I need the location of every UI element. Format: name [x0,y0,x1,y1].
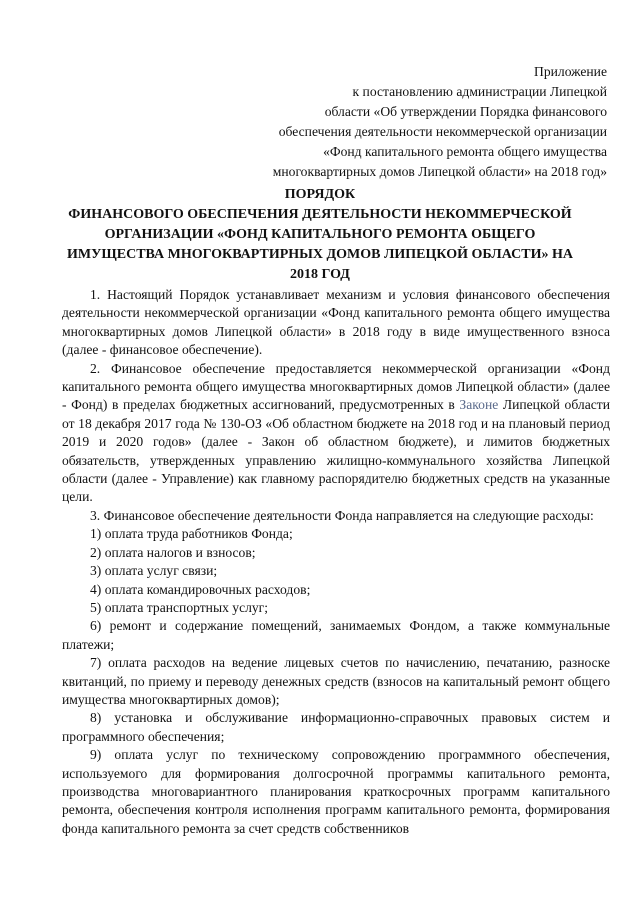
title-line: ФИНАНСОВОГО ОБЕСПЕЧЕНИЯ ДЕЯТЕЛЬНОСТИ НЕКОММЕРЧЕСКОЙ [68,207,572,222]
appendix-line: Приложение [534,64,607,79]
paragraph-3: 3. Финансовое обеспечение деятельности Фонда направляется на следующие расходы: [90,507,594,523]
appendix-line: «Фонд капитального ремонта общего имущества [323,144,607,159]
appendix-line: к постановлению администрации Липецкой [352,84,607,99]
law-link[interactable]: Законе [459,397,499,413]
paragraph-1: 1. Настоящий Порядок устанавливает механизм и условия финансового обеспечения деятельности некоммерческой организации «Фонд капитального ремонта общего имущества многоквартирных домов Липецкой области» в 2018 году в виде имущественного взноса (далее - финансовое обеспечение). [62,287,610,358]
list-item: 3) оплата услуг связи; [90,563,218,579]
list-item: 9) оплата услуг по техническому сопровождению программного обеспечения, используемого для формирования долгосрочной программы капитального ремонта, производства многовариантного планирования краткосрочных программ капитального ремонта, обеспечения контроля исполнения программ капитального ремонта, формирования фонда капитального ремонта за счет средств собственников [62,747,610,836]
list-item: 2) оплата налогов и взносов; [90,544,256,560]
list-item: 4) оплата командировочных расходов; [90,581,311,597]
appendix-line: обеспечения деятельности некоммерческой организации [278,124,607,139]
title-line: ПОРЯДОК [284,187,356,202]
list-item: 1) оплата труда работников Фонда; [90,526,293,542]
document-title [40,185,600,285]
appendix-header [273,62,607,182]
title-line: ОРГАНИЗАЦИИ «ФОНД КАПИТАЛЬНОГО РЕМОНТА ОБЩЕГО [104,227,536,242]
title-line: ИМУЩЕСТВА МНОГОКВАРТИРНЫХ ДОМОВ ЛИПЕЦКОЙ ОБЛАСТИ» НА [67,247,573,262]
list-item: 8) установка и обслуживание информационно-справочных правовых систем и программного обеспечения; [62,710,610,744]
list-item: 7) оплата расходов на ведение лицевых счетов по начислению, печатанию, разноске квитанций, по приему и переводу денежных средств (взносов на капитальный ремонт общего имущества многоквартирных домов); [62,655,610,707]
paragraph-2 [62,360,610,507]
list-item: 5) оплата транспортных услуг; [90,599,269,615]
paragraph-2-start: 2. Финансовое обеспечение предоставляется некоммерческой организации «Фонд капитального ремонта общего имущества многоквартирных домов Липецкой области» (далее - Фонд) в пределах бюджетных ассигнований, предусмотренных в [62,360,610,413]
title-line: 2018 ГОД [290,267,350,282]
paragraph-2-end: Липецкой области от 18 декабря 2017 года № 130-ОЗ «Об областном бюджете на 2018 год и на плановый период 2019 и 2020 годов» (далее - Закон об областном бюджете), и лимитов бюджетных обязательств, утвержденных управлению жилищно-коммунального хозяйства Липецкой области (далее - Управление) как главному распорядителю бюджетных средств на указанные цели. [62,397,610,505]
list-item: 6) ремонт и содержание помещений, занимаемых Фондом, а также коммунальные платежи; [62,618,610,652]
appendix-line: многоквартирных домов Липецкой области» на 2018 год» [272,164,607,179]
appendix-line: области «Об утверждении Порядка финансового [324,104,607,119]
document-body [62,286,610,838]
